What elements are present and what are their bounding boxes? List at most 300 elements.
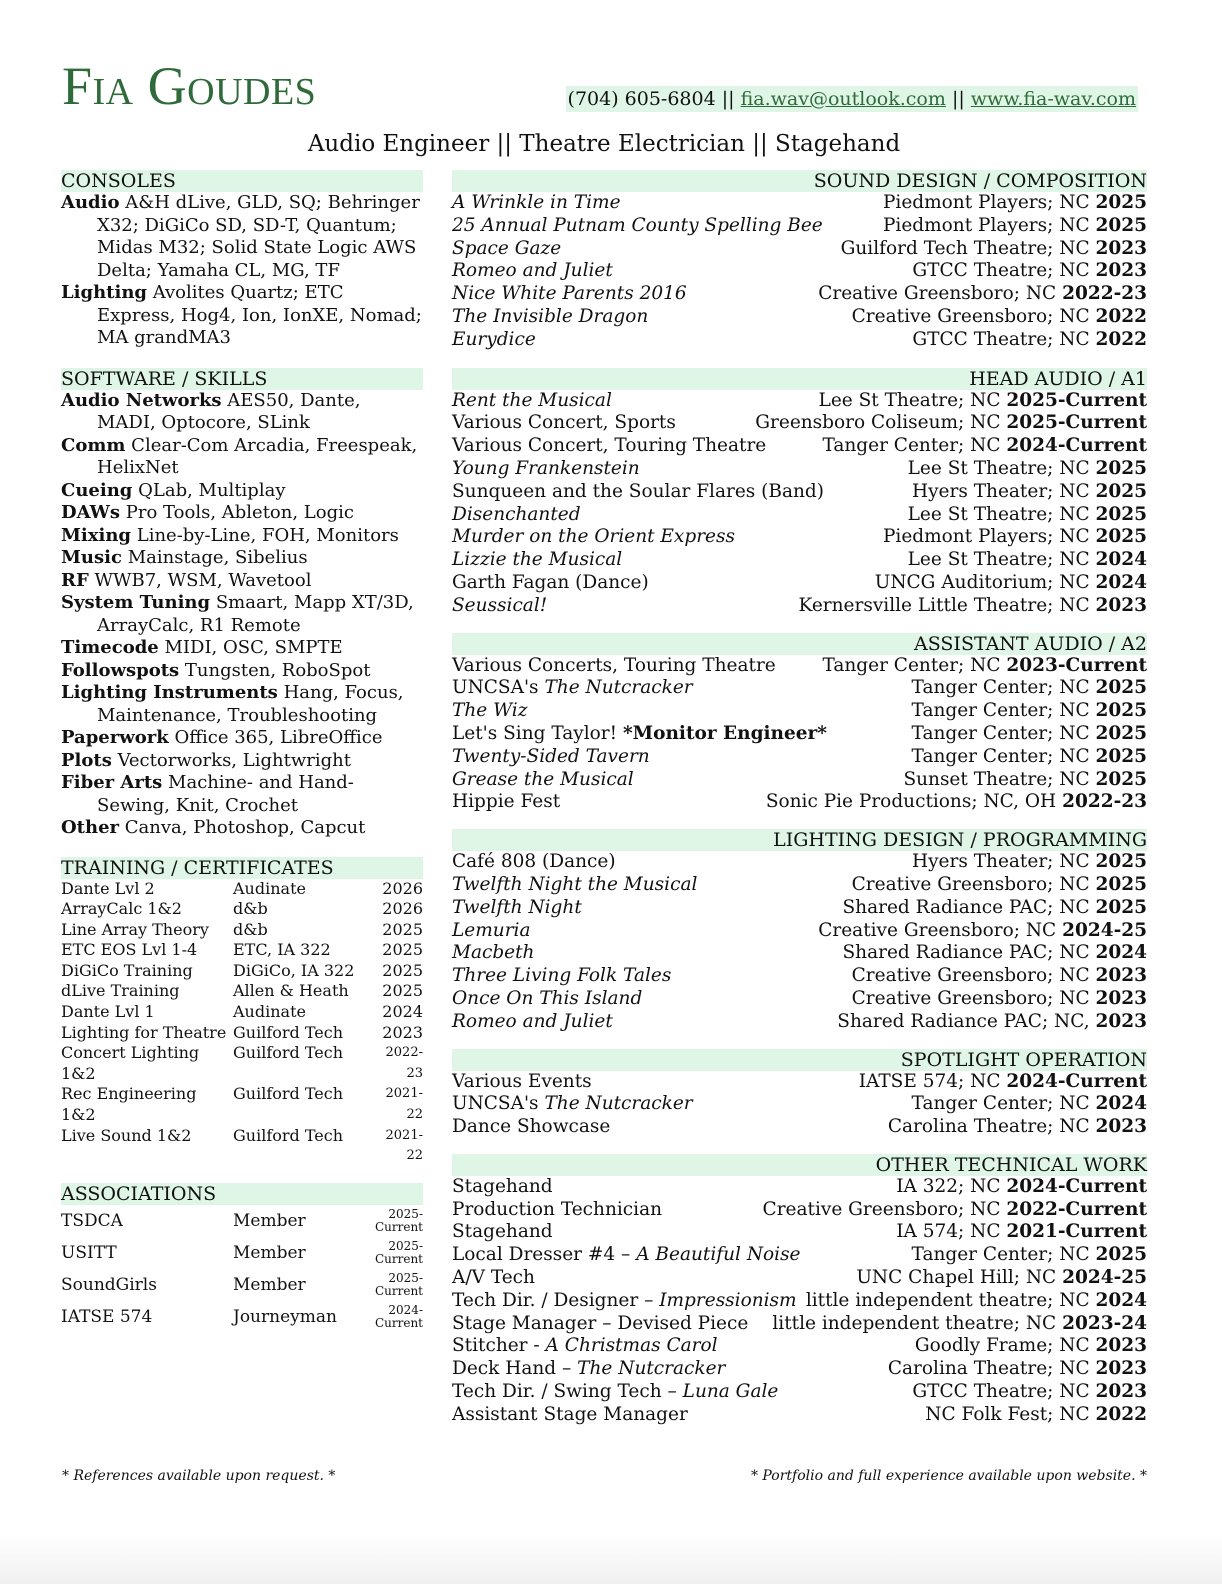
title-text: Sunqueen and the Soular Flares (Band) <box>452 480 824 502</box>
venue-date: 2022-23 <box>1062 791 1147 813</box>
console-list-text: Avolites Quartz; ETC Express, Hog4, Ion, IonXE, Nomad; MA grandMA3 <box>97 282 422 348</box>
venue-date: 2023 <box>1095 987 1147 1009</box>
venue-date: 2024 <box>1095 549 1147 571</box>
experience-row <box>452 1358 1147 1381</box>
venue-text: GTCC Theatre; NC <box>912 260 1096 282</box>
title-bold-note: *Monitor Engineer* <box>622 722 827 744</box>
consoles-list <box>61 192 423 350</box>
venue-date: 2025 <box>1095 677 1147 699</box>
skill-entry <box>61 817 423 840</box>
experience-row <box>452 329 1147 352</box>
training-org: DiGiCo, IA 322 <box>233 960 355 980</box>
venue-text: Kernersville Little Theatre; NC <box>798 594 1096 616</box>
experience-title <box>452 791 560 814</box>
title-italic: Impressionism <box>659 1289 797 1311</box>
experience-title <box>452 390 612 413</box>
experience-row <box>452 874 1147 897</box>
training-org: Audinate <box>233 1002 306 1022</box>
venue-text: Sonic Pie Productions; NC, OH <box>765 791 1063 813</box>
training-course: dLive Training <box>61 981 180 1001</box>
title-text: Stagehand <box>452 1175 553 1197</box>
associations-section <box>61 1183 423 1333</box>
experience-row <box>452 988 1147 1011</box>
contact-line <box>566 86 1138 112</box>
experience-title <box>452 920 530 943</box>
experience-venue <box>837 1011 1147 1034</box>
venue-date: 2022 <box>1095 328 1147 350</box>
venue-text: Lee St Theatre; NC <box>907 549 1096 571</box>
experience-venue <box>896 1221 1147 1244</box>
experience-venue <box>875 572 1147 595</box>
skill-category: System Tuning <box>61 592 211 613</box>
title-italic: Murder on the Orient Express <box>452 526 735 548</box>
title-text: Production Technician <box>452 1198 663 1220</box>
training-course: ETC EOS Lvl 1-4 <box>61 940 198 960</box>
association-org: SoundGirls <box>61 1274 157 1295</box>
section-heading: LIGHTING DESIGN / PROGRAMMING <box>452 829 1147 851</box>
venue-date: 2023 <box>1095 260 1147 282</box>
experience-title <box>452 897 582 920</box>
skill-list-text: Tungsten, RoboSpot <box>184 659 371 681</box>
title-italic: Grease the Musical <box>452 768 634 790</box>
experience-title <box>452 746 650 769</box>
experience-list <box>452 1176 1147 1427</box>
title-text: Let's Sing Taylor! <box>452 722 623 744</box>
training-year: 2022-23 <box>385 1045 423 1081</box>
title-text: Tech Dir. / Swing Tech – <box>452 1381 683 1403</box>
training-year: 2025 <box>382 919 423 939</box>
experience-row <box>452 1221 1147 1244</box>
experience-venue <box>883 526 1147 549</box>
venue-text: IATSE 574; NC <box>858 1070 1007 1092</box>
title-italic: Young Frankenstein <box>452 457 640 479</box>
experience-venue <box>908 504 1147 527</box>
venue-date: 2021-Current <box>1006 1221 1147 1243</box>
experience-venue <box>852 988 1147 1011</box>
experience-venue <box>888 1358 1147 1381</box>
experience-title <box>452 1093 693 1116</box>
venue-date: 2025 <box>1095 768 1147 790</box>
experience-list <box>452 192 1147 352</box>
training-year: 2023 <box>382 1022 423 1042</box>
experience-row <box>452 481 1147 504</box>
title-text: Various Concert, Sports <box>452 412 676 434</box>
venue-text: Greensboro Coliseum; NC <box>755 412 1007 434</box>
venue-text: Goodly Frame; NC <box>914 1335 1096 1357</box>
experience-title <box>452 1358 725 1381</box>
training-row <box>61 1084 423 1125</box>
experience-title <box>452 1290 797 1313</box>
venue-text: Creative Greensboro; NC <box>851 987 1096 1009</box>
title-italic: Twelfth Night <box>452 896 582 918</box>
experience-venue <box>903 769 1147 792</box>
training-year: 2025 <box>382 960 423 980</box>
venue-date: 2023-Current <box>1006 654 1147 676</box>
experience-title <box>452 1199 662 1222</box>
training-row <box>61 961 423 982</box>
association-row <box>61 1237 423 1269</box>
title-italic: Once On This Island <box>452 987 643 1009</box>
association-dates <box>373 1304 423 1330</box>
experience-venue <box>822 655 1147 678</box>
footer-portfolio-note: * Portfolio and full experience available upon website. * <box>750 1468 1147 1484</box>
venue-date: 2022 <box>1095 305 1147 327</box>
venue-text: Tanger Center; NC <box>911 1244 1096 1266</box>
experience-title <box>452 769 634 792</box>
association-end: Current <box>374 1251 423 1266</box>
association-row <box>61 1269 423 1301</box>
title-italic: 25 Annual Putnam County Spelling Bee <box>452 214 823 236</box>
section-heading: SOFTWARE / SKILLS <box>61 368 423 390</box>
experience-venue <box>766 791 1147 814</box>
training-course: Rec Engineering 1&2 <box>61 1084 197 1125</box>
venue-text: Carolina Theatre; NC <box>887 1358 1096 1380</box>
experience-title <box>452 655 776 678</box>
title-italic: Romeo and Juliet <box>452 1010 613 1032</box>
experience-venue <box>822 435 1147 458</box>
experience-row <box>452 1244 1147 1267</box>
venue-text: Creative Greensboro; NC <box>851 873 1096 895</box>
venue-date: 2025 <box>1095 873 1147 895</box>
venue-text: IA 322; NC <box>896 1175 1007 1197</box>
experience-title <box>452 329 536 352</box>
skill-entry <box>61 750 423 773</box>
venue-text: UNC Chapel Hill; NC <box>856 1267 1063 1289</box>
experience-venue <box>915 1335 1147 1358</box>
email-link[interactable]: fia.wav@outlook.com <box>740 88 946 110</box>
section-heading: OTHER TECHNICAL WORK <box>452 1154 1147 1176</box>
head-audio-section <box>452 368 1147 618</box>
title-text: Various Concerts, Touring Theatre <box>452 654 776 676</box>
experience-title <box>452 595 547 618</box>
title-text: A/V Tech <box>452 1267 535 1289</box>
venue-text: Shared Radiance PAC; NC <box>842 896 1096 918</box>
venue-text: Tanger Center; NC <box>911 1093 1096 1115</box>
training-year: 2021-22 <box>385 1127 423 1164</box>
experience-venue <box>819 390 1147 413</box>
skill-list-text: Canva, Photoshop, Capcut <box>124 817 366 838</box>
experience-title <box>452 965 671 988</box>
training-row <box>61 1002 423 1023</box>
title-text: Assistant Stage Manager <box>452 1403 688 1425</box>
training-org: d&b <box>233 899 268 919</box>
venue-text: Tanger Center; NC <box>911 700 1096 722</box>
venue-text: NC Folk Fest; NC <box>925 1403 1096 1425</box>
experience-row <box>452 655 1147 678</box>
title-text: Stagehand <box>452 1221 553 1243</box>
title-italic: Lizzie the Musical <box>452 549 623 571</box>
website-link[interactable]: www.fia-wav.com <box>970 88 1136 110</box>
experience-list <box>452 1071 1147 1139</box>
skill-list-text: QLab, Multiplay <box>138 479 286 501</box>
association-start: 2024- <box>388 1302 423 1317</box>
experience-venue <box>799 595 1147 618</box>
training-org: Allen & Heath <box>233 981 349 1001</box>
consoles-section <box>61 170 423 350</box>
association-role: Member <box>233 1242 306 1263</box>
venue-text: Carolina Theatre; NC <box>887 1116 1096 1138</box>
title-italic: Luna Gale <box>682 1381 779 1403</box>
skill-category: Paperwork <box>61 727 169 748</box>
title-italic: Rent the Musical <box>452 389 612 411</box>
experience-title <box>452 851 616 874</box>
experience-row <box>452 1267 1147 1290</box>
experience-row <box>452 1335 1147 1358</box>
skill-category: Lighting Instruments <box>61 682 278 703</box>
venue-date: 2025 <box>1095 480 1147 502</box>
title-text: Local Dresser #4 – <box>452 1244 637 1266</box>
skill-list-text: Line-by-Line, FOH, Monitors <box>136 524 399 546</box>
experience-title <box>452 677 693 700</box>
training-row <box>61 920 423 941</box>
venue-date: 2025 <box>1095 700 1147 722</box>
training-year: 2026 <box>382 899 423 919</box>
phone-number: (704) 605-6804 <box>567 88 716 110</box>
association-start: 2025- <box>388 1206 423 1221</box>
title-text: Dance Showcase <box>452 1116 611 1138</box>
training-row <box>61 1043 423 1084</box>
association-dates <box>373 1272 423 1298</box>
experience-row <box>452 1093 1147 1116</box>
venue-date: 2024-Current <box>1006 1070 1147 1092</box>
training-course: Line Array Theory <box>61 919 209 939</box>
title-text: Stitcher - <box>452 1335 546 1357</box>
skill-list-text: AES50, Dante, MADI, Optocore, SLink <box>97 389 361 433</box>
experience-row <box>452 700 1147 723</box>
skill-list-text: Clear-Com Arcadia, Freespeak, HelixNet <box>97 434 418 478</box>
experience-row <box>452 572 1147 595</box>
title-italic: The Nutcracker <box>544 677 693 699</box>
console-category: Audio <box>61 192 120 213</box>
venue-text: Sunset Theatre; NC <box>903 768 1096 790</box>
console-list-text: A&H dLive, GLD, SQ; Behringer X32; DiGiCo SD, SD-T, Quantum; Midas M32; Solid State Logic AWS Delta; Yamaha CL, MG, TF <box>97 192 420 281</box>
candidate-name: Fia Goudes <box>62 56 317 116</box>
skill-list-text: Mainstage, Sibelius <box>127 547 308 568</box>
training-row <box>61 981 423 1002</box>
experience-venue <box>806 1290 1147 1313</box>
skill-list-text: Hang, Focus, Maintenance, Troubleshooting <box>97 682 404 726</box>
section-heading: HEAD AUDIO / A1 <box>452 368 1147 390</box>
association-role: Journeyman <box>233 1306 337 1327</box>
experience-row <box>452 723 1147 746</box>
section-heading: TRAINING / CERTIFICATES <box>61 857 423 879</box>
skill-entry <box>61 547 423 570</box>
title-italic: Twelfth Night the Musical <box>452 873 698 895</box>
venue-text: Tanger Center; NC <box>911 722 1096 744</box>
venue-date: 2025-Current <box>1006 389 1147 411</box>
venue-date: 2022-Current <box>1006 1198 1147 1220</box>
experience-row <box>452 746 1147 769</box>
experience-venue <box>763 1199 1147 1222</box>
title-text: UNCSA's <box>452 677 545 699</box>
venue-text: Creative Greensboro; NC <box>762 1198 1007 1220</box>
skill-entry <box>61 570 423 593</box>
experience-title <box>452 504 581 527</box>
experience-title <box>452 700 527 723</box>
experience-list <box>452 851 1147 1033</box>
training-year: 2026 <box>382 878 423 898</box>
experience-venue <box>841 238 1147 261</box>
experience-row <box>452 920 1147 943</box>
section-heading: SPOTLIGHT OPERATION <box>452 1049 1147 1071</box>
experience-row <box>452 965 1147 988</box>
title-text: UNCSA's <box>452 1093 545 1115</box>
venue-date: 2025 <box>1095 1244 1147 1266</box>
skill-entry <box>61 435 423 480</box>
experience-venue <box>852 306 1147 329</box>
venue-date: 2024-Current <box>1006 435 1147 457</box>
experience-venue <box>818 920 1147 943</box>
title-text: Hippie Fest <box>452 791 561 813</box>
experience-title <box>452 1335 718 1358</box>
training-org: Audinate <box>233 878 306 898</box>
association-row <box>61 1301 423 1333</box>
title-italic: Twenty-Sided Tavern <box>452 745 650 767</box>
skill-category: Followspots <box>61 659 180 681</box>
experience-title <box>452 988 642 1011</box>
experience-row <box>452 1313 1147 1336</box>
experience-title <box>452 723 827 746</box>
experience-venue <box>912 260 1147 283</box>
venue-date: 2024 <box>1095 571 1147 593</box>
skill-category: Mixing <box>61 524 132 546</box>
experience-row <box>452 1199 1147 1222</box>
skill-entry <box>61 480 423 503</box>
association-start: 2025- <box>388 1238 423 1253</box>
title-text: Various Concert, Touring Theatre <box>452 435 767 457</box>
experience-title <box>452 874 697 897</box>
experience-title <box>452 1176 553 1199</box>
experience-venue <box>912 851 1147 874</box>
console-entry <box>61 282 423 350</box>
association-end: Current <box>374 1283 423 1298</box>
association-start: 2025- <box>388 1270 423 1285</box>
experience-row <box>452 306 1147 329</box>
experience-list <box>452 390 1147 618</box>
venue-date: 2023 <box>1095 1381 1147 1403</box>
association-org: IATSE 574 <box>61 1306 153 1327</box>
training-course: Dante Lvl 2 <box>61 878 155 898</box>
console-category: Lighting <box>61 282 147 303</box>
title-italic: Eurydice <box>452 328 536 350</box>
venue-date: 2023 <box>1095 1116 1147 1138</box>
experience-venue <box>856 1267 1147 1290</box>
skill-list-text: WWB7, WSM, Wavetool <box>94 569 312 591</box>
experience-row <box>452 412 1147 435</box>
venue-text: Tanger Center; NC <box>911 677 1096 699</box>
skill-category: Audio Networks <box>61 389 222 411</box>
experience-row <box>452 283 1147 306</box>
title-italic: Lemuria <box>452 919 531 941</box>
experience-title <box>452 458 640 481</box>
experience-title <box>452 572 649 595</box>
training-org: Guilford Tech <box>233 1125 344 1145</box>
venue-date: 2024 <box>1095 1289 1147 1311</box>
experience-row <box>452 390 1147 413</box>
skill-entry <box>61 637 423 660</box>
title-italic: Romeo and Juliet <box>452 260 613 282</box>
association-end: Current <box>374 1219 423 1234</box>
venue-text: Lee St Theatre; NC <box>818 389 1007 411</box>
skills-section <box>61 368 423 840</box>
skill-entry <box>61 525 423 548</box>
experience-row <box>452 526 1147 549</box>
page-bottom-shadow <box>0 1535 1222 1584</box>
footer-references-note: * References available upon request. * <box>62 1468 336 1484</box>
venue-text: Shared Radiance PAC; NC <box>842 942 1096 964</box>
title-text: Stage Manager – Devised Piece <box>452 1312 749 1334</box>
skill-entry <box>61 390 423 435</box>
training-row <box>61 899 423 920</box>
venue-date: 2024 <box>1095 942 1147 964</box>
experience-venue <box>888 1116 1147 1139</box>
venue-text: Tanger Center; NC <box>911 745 1096 767</box>
experience-title <box>452 1011 613 1034</box>
association-dates <box>373 1208 423 1234</box>
experience-venue <box>896 1176 1147 1199</box>
experience-row <box>452 238 1147 261</box>
experience-title <box>452 1267 535 1290</box>
training-org: Guilford Tech <box>233 1043 344 1063</box>
lighting-section <box>452 829 1147 1033</box>
training-year: 2024 <box>382 1002 423 1022</box>
experience-title <box>452 435 766 458</box>
section-heading: ASSISTANT AUDIO / A2 <box>452 633 1147 655</box>
training-year: 2021-22 <box>385 1086 423 1123</box>
venue-text: little independent theatre; NC <box>772 1312 1063 1334</box>
title-italic: The Invisible Dragon <box>452 305 649 327</box>
experience-row <box>452 1381 1147 1404</box>
experience-title <box>452 1404 688 1427</box>
experience-row <box>452 1290 1147 1313</box>
skill-category: RF <box>61 569 89 591</box>
skill-category: Timecode <box>61 637 159 658</box>
venue-date: 2025 <box>1095 214 1147 236</box>
experience-row <box>452 851 1147 874</box>
experience-title <box>452 1313 748 1336</box>
experience-row <box>452 769 1147 792</box>
experience-title <box>452 1116 610 1139</box>
association-end: Current <box>374 1315 423 1330</box>
skill-entry <box>61 660 423 683</box>
title-italic: A Wrinkle in Time <box>452 192 621 213</box>
venue-date: 2025 <box>1095 745 1147 767</box>
section-heading: SOUND DESIGN / COMPOSITION <box>452 170 1147 192</box>
training-row <box>61 940 423 961</box>
venue-text: IA 574; NC <box>896 1221 1007 1243</box>
venue-date: 2025 <box>1095 896 1147 918</box>
skill-category: Cueing <box>61 479 133 501</box>
venue-text: Hyers Theater; NC <box>911 480 1096 502</box>
venue-text: Hyers Theater; NC <box>911 851 1096 873</box>
separator: || <box>951 88 965 110</box>
experience-venue <box>908 458 1147 481</box>
skill-category: Other <box>61 817 120 838</box>
venue-text: Creative Greensboro; NC <box>818 919 1063 941</box>
venue-date: 2024 <box>1095 1093 1147 1115</box>
venue-text: Shared Radiance PAC; NC, <box>837 1010 1096 1032</box>
venue-text: Creative Greensboro; NC <box>851 305 1096 327</box>
association-row <box>61 1205 423 1237</box>
title-text: Garth Fagan (Dance) <box>452 571 649 593</box>
other-work-section <box>452 1154 1147 1427</box>
experience-title <box>452 526 735 549</box>
training-row <box>61 1023 423 1044</box>
venue-text: Lee St Theatre; NC <box>907 503 1096 525</box>
skill-category: Fiber Arts <box>61 772 163 793</box>
venue-date: 2022-23 <box>1062 283 1147 305</box>
venue-date: 2022 <box>1095 1403 1147 1425</box>
